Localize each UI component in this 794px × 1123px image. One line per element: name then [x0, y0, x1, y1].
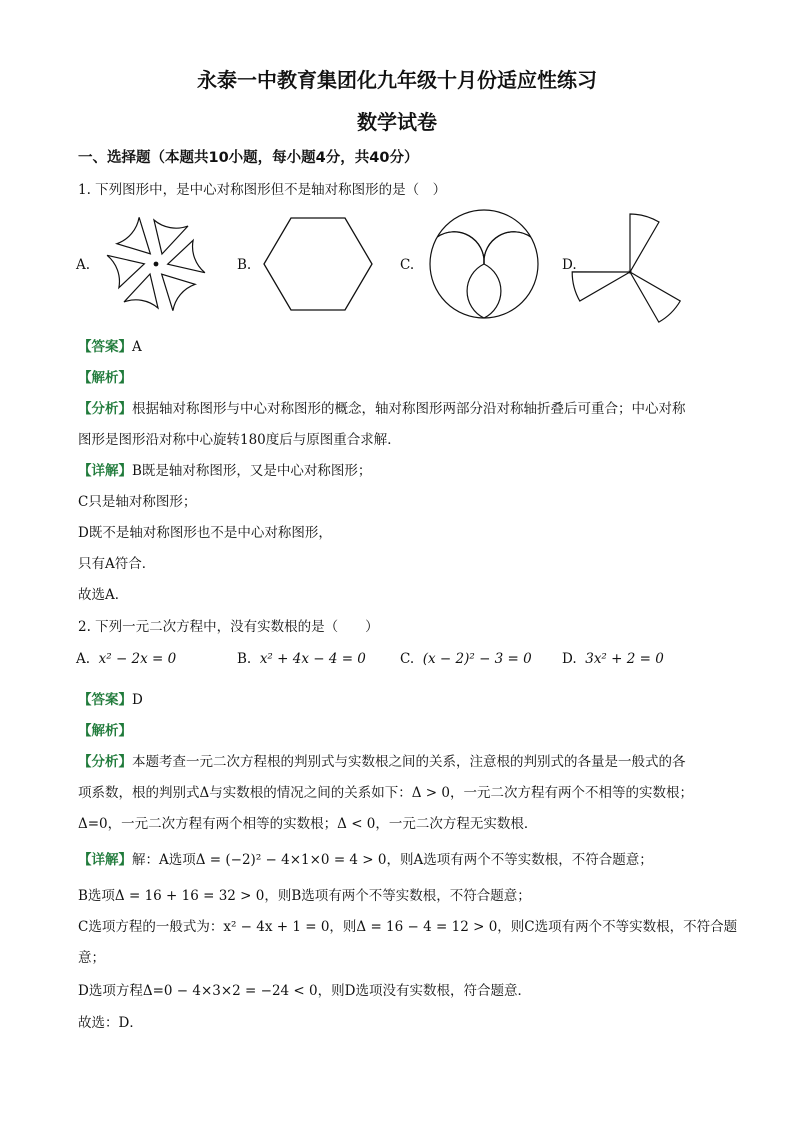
q1-analysis-label: 【解析】: [78, 370, 132, 386]
q1-fenxi-line2: 图形是图形沿对称中心旋转180度后与原图重合求解．: [78, 432, 401, 448]
q2-option-c: C. (x − 2)² − 3 = 0: [400, 651, 532, 667]
q1-line-only: 只有A符合．: [78, 556, 156, 572]
q2-answer: 【答案】D: [78, 692, 143, 708]
q2-option-a: A. x² − 2x = 0: [76, 651, 177, 667]
q2-line-choose: 故选：D．: [78, 1015, 143, 1031]
q2-fenxi-line3: Δ=0，一元二次方程有两个相等的实数根；Δ < 0，一元二次方程无实数根．: [78, 816, 538, 832]
q1-option-a-label: A.: [76, 257, 91, 273]
q2-line-c2: 意；: [78, 950, 105, 966]
page-subtitle: 数学试卷: [357, 110, 437, 134]
q1-line-d: D既不是轴对称图形也不是中心对称图形，: [78, 525, 332, 541]
q2-option-b-equation: x² + 4x − 4 = 0: [259, 651, 366, 667]
page-title: 永泰一中教育集团化九年级十月份适应性练习: [197, 68, 597, 92]
q2-option-b: B. x² + 4x − 4 = 0: [237, 651, 366, 667]
q2-line-b: B选项Δ = 16 + 16 = 32 > 0，则B选项有两个不等实数根，不符合题意；: [78, 888, 531, 904]
q1-line-c: C只是轴对称图形；: [78, 494, 197, 510]
q2-analysis-label: 【解析】: [78, 723, 132, 739]
q1-figure-a: [98, 212, 214, 316]
q1-figure-c: [428, 208, 540, 320]
section-heading: 一、选择题（本题共10小题，每小题4分，共40分）: [78, 150, 419, 166]
q1-option-d-label: D.: [562, 257, 577, 273]
q2-option-a-equation: x² − 2x = 0: [98, 651, 177, 667]
q1-figure-b: [262, 216, 374, 312]
q2-option-d: D. 3x² + 2 = 0: [562, 651, 664, 667]
q1-answer: [78, 335, 142, 355]
q1-xiangjie-line1: 【详解】B既是轴对称图形，又是中心对称图形；: [78, 463, 372, 479]
answer-label: 【答案】: [78, 339, 132, 355]
q2-xiangjie-line1: 【详解】解：A选项Δ = (−2)² − 4×1×0 = 4 > 0，则A选项有两个不等实数根，不符合题意；: [78, 852, 653, 868]
q1-line-choose: 故选A．: [78, 587, 129, 603]
q2-stem: 2. 下列一元二次方程中，没有实数根的是（ ）: [78, 619, 379, 635]
q1-stem: 1. 下列图形中，是中心对称图形但不是轴对称图形的是（ ）: [78, 182, 447, 198]
q2-line-c1: C选项方程的一般式为：x² − 4x + 1 = 0，则Δ = 16 − 4 = 12 > 0，则C选项有两个不等实数根，不符合题: [78, 919, 738, 935]
q2-option-d-equation: 3x² + 2 = 0: [585, 651, 664, 667]
q2-line-d: D选项方程Δ=0 − 4×3×2 = −24 < 0，则D选项没有实数根，符合题意．: [78, 983, 531, 999]
q1-option-b-label: B.: [237, 257, 252, 273]
q1-fenxi-line1: 【分析】根据轴对称图形与中心对称图形的概念，轴对称图形两部分沿对称轴折叠后可重合；中心对称: [78, 401, 686, 417]
q1-figure-d: [590, 212, 696, 316]
q2-fenxi-line2: 项系数，根的判别式Δ与实数根的情况之间的关系如下：Δ > 0，一元二次方程有两个不相等的实数根；: [78, 785, 693, 801]
q1-option-c-label: C.: [400, 257, 415, 273]
answer-value: A: [132, 339, 142, 355]
q2-fenxi-line1: 【分析】本题考查一元二次方程根的判别式与实数根之间的关系，注意根的判别式的各量是一般式的各: [78, 754, 686, 770]
q2-option-c-equation: (x − 2)² − 3 = 0: [422, 651, 532, 667]
